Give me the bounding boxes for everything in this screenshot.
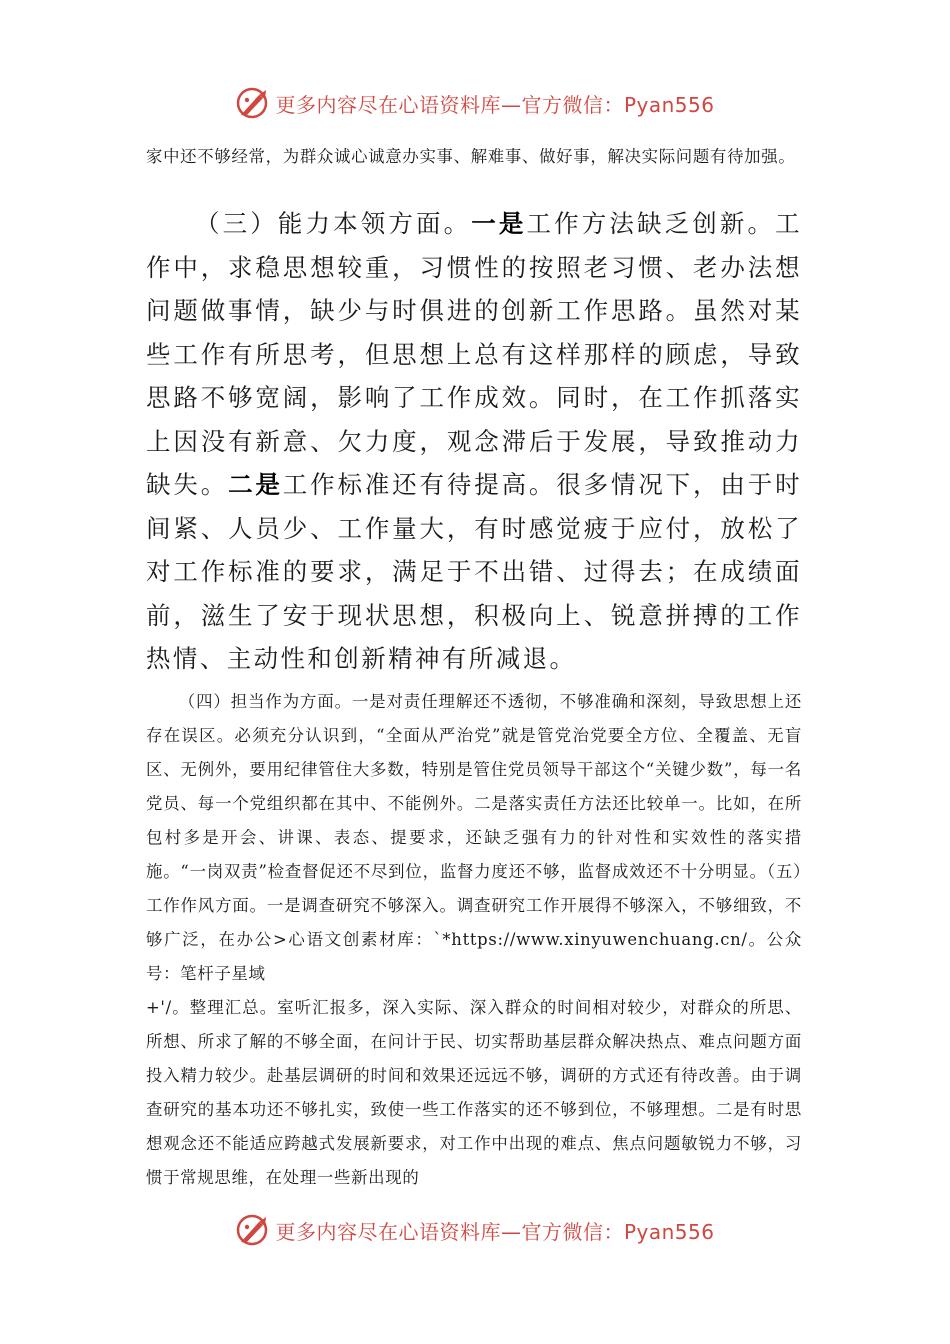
paragraph-part: 工作标准还有待提高。很多情况下，由于时间紧、人员少、工作量大，有时感觉疲于应付，放松了对工作标准的要求，满足于不出错、过得去；在成绩面前，滋生了安于现状思想，积极向上、锐意拼搏的工作热情、主动性和创新精神有所减退。 <box>146 470 802 673</box>
footer-banner <box>0 1210 950 1250</box>
paragraph-text <box>146 991 802 1195</box>
paragraph-part: 工作方法缺乏创新。工作中，求稳思想较重，习惯性的按照老习惯、老办法想问题做事情，缺少与时俱进的创新工作思路。虽然对某些工作有所思考，但思想上总有这样那样的顾虑，导致思路不够宽阔，影响了工作成效。同时，在工作抓落实上因没有新意、欠力度，观念滞后于发展，导致推动力缺失。 <box>146 209 802 499</box>
paragraph-continuation <box>146 140 802 174</box>
paragraph-part: （三）能力本领方面。 <box>195 209 472 238</box>
bold-marker: 二是 <box>228 470 283 499</box>
paragraph-responsibility <box>146 685 802 1195</box>
paragraph-text <box>146 685 802 991</box>
paragraph-part: +'/。整理汇总。室听汇报多，深入实际、深入群众的时间相对较少，对群众的所思、所想、所求了解的不够全面，在问计于民、切实帮助基层群众解决热点、难点问题方面投入精力较少。赴基层调研的时间和效果还远远不够，调研的方式还有待改善。由于调查研究的基本功还不够扎实，致使一些工作落实的还不够到位，不够理想。二是有时思想观念还不能适应跨越式发展新要求，对工作中出现的难点、焦点问题敏锐力不够，习惯于常规思维，在处理一些新出现的 <box>146 998 802 1187</box>
pen-logo-icon <box>235 85 271 121</box>
banner-text: 更多内容尽在心语资料库—官方微信：Pyan556 <box>275 1219 715 1244</box>
paragraph-part: （四）担当作为方面。一是对责任理解还不透彻，不够准确和深刻，导致思想上还存在误区。必须充分认识到，“全面从严治党”就是管党治党要全方位、全覆盖、无盲区、无例外，要用纪律管住大多数，特别是管住党员领导干部这个“关键少数”，每一名党员、每一个党组织都在其中、不能例外。二是落实责任方法还比较单一。比如，在所包村多是开会、讲课、表态、提要求，还缺乏强有力的针对性和实效性的落实措施。“一岗双责”检查督促还不尽到位，监督力度还不够，监督成效还不十分明显。（五）工作作风方面。一是调查研究不够深入。调查研究工作开展得不够深入，不够细致，不够广泛，在办公>心语文创素材库：`*https://www.xinyuwenchuang.cn/。公众号：笔杆子星域 <box>146 692 802 983</box>
header-banner <box>0 83 950 123</box>
bold-marker: 一是 <box>471 209 527 238</box>
paragraph-text: 家中还不够经常，为群众诚心诚意办实事、解难事、做好事，解决实际问题有待加强。 <box>146 147 796 166</box>
paragraph-ability <box>146 202 802 681</box>
pen-logo-icon <box>235 1212 271 1248</box>
banner-text: 更多内容尽在心语资料库—官方微信：Pyan556 <box>275 92 715 117</box>
paragraph-text <box>146 202 802 681</box>
